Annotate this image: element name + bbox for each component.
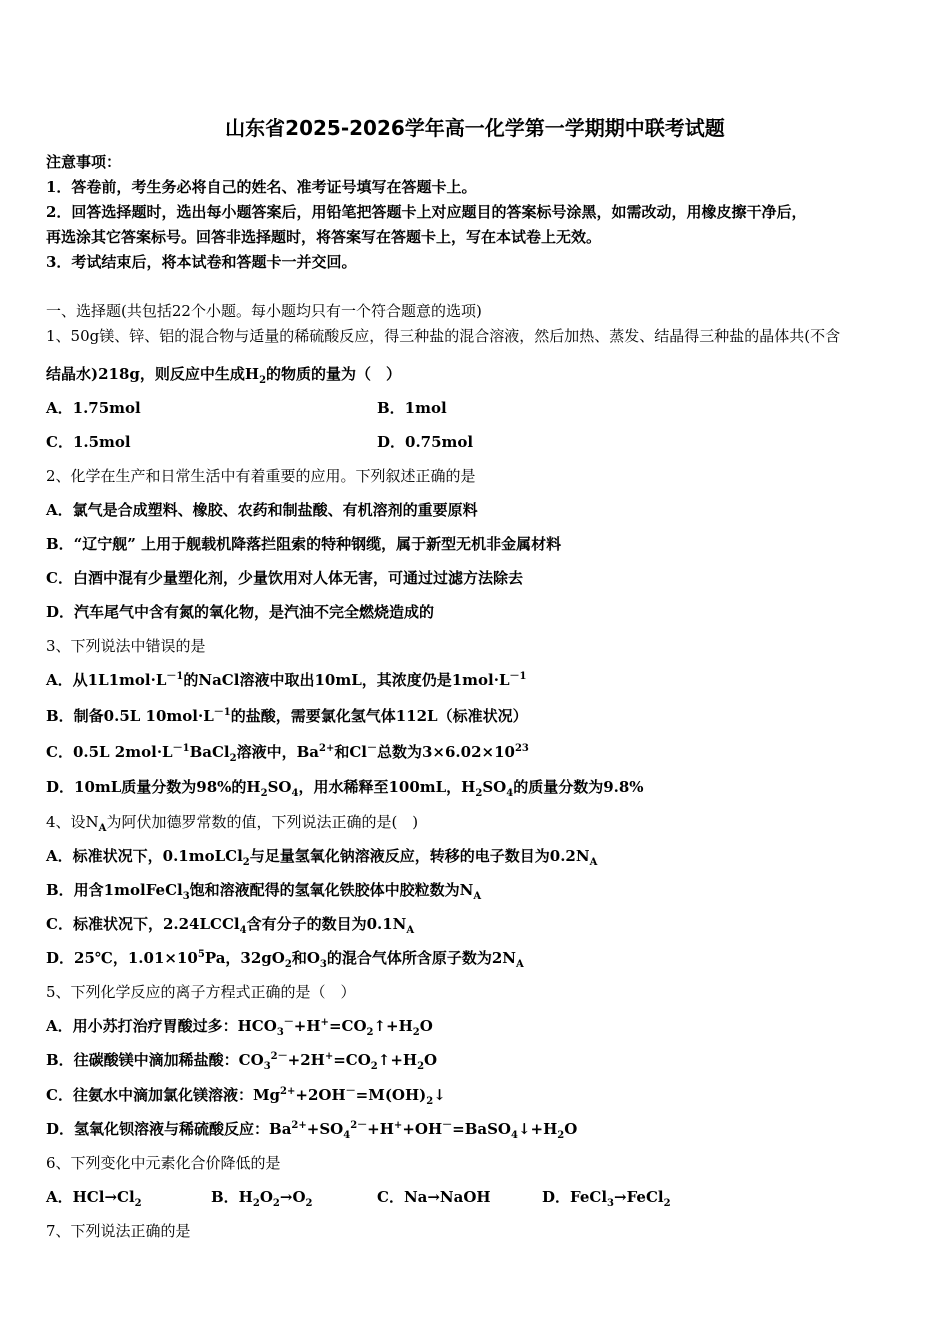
question-5-option-a: A．用小苏打治疗胃酸过多：$HCO_3^-+H^+=CO_2↑+H_2O$ bbox=[46, 1017, 433, 1038]
question-3-option-d: D．10mL质量分数为98%的$H_2SO_4$，用水稀释至100mL，$H_2SO_4$的质量分数为9.8% bbox=[46, 778, 644, 799]
question-4-option-a: A．标准状况下，0.1moLCl$_2$与足量氢氧化钠溶液反应，转移的电子数目为$0.2N_A$ bbox=[46, 847, 598, 868]
question-6-stem: 6、下列变化中元素化合价降低的是 bbox=[46, 1154, 281, 1172]
question-5-option-b: B．往碳酸镁中滴加稀盐酸：$CO_3^{2-}+2H^+=CO_2↑+H_2O$ bbox=[46, 1051, 438, 1072]
notice-item: 1．答卷前，考生务必将自己的姓名、准考证号填写在答题卡上。 bbox=[46, 178, 477, 196]
question-2-option-d: D．汽车尾气中含有氮的氧化物，是汽油不完全燃烧造成的 bbox=[46, 603, 435, 621]
question-1-option-a: A．1.75mol bbox=[46, 399, 141, 417]
question-6-option-c: C．Na→NaOH bbox=[377, 1188, 491, 1206]
question-2-option-c: C．白酒中混有少量塑化剂，少量饮用对人体无害，可通过过滤方法除去 bbox=[46, 569, 523, 587]
question-5-stem: 5、下列化学反应的离子方程式正确的是（ ） bbox=[46, 983, 356, 1001]
section-heading: 一、选择题(共包括22个小题。每小题均只有一个符合题意的选项) bbox=[46, 302, 482, 320]
question-5-option-c: C．往氨水中滴加氯化镁溶液：$Mg^{2+}+2OH^-=M(OH)_2↓$ bbox=[46, 1086, 446, 1107]
notice-item: 2．回答选择题时，选出每小题答案后，用铅笔把答题卡上对应题目的答案标号涂黑，如需改动，用橡皮擦干净后， bbox=[46, 203, 807, 221]
question-2-option-a: A．氯气是合成塑料、橡胶、农药和制盐酸、有机溶剂的重要原料 bbox=[46, 501, 478, 519]
question-6-option-b: B．$H_2O_2\to O_2$ bbox=[211, 1188, 313, 1209]
question-1-line2: 结晶水)218g，则反应中生成$H_2$的物质的量为（ ） bbox=[46, 365, 402, 386]
question-1-line1: 1、50g镁、锌、铝的混合物与适量的稀硫酸反应，得三种盐的混合溶液，然后加热、蒸发、结晶得三种盐的晶体共(不含 bbox=[46, 327, 841, 345]
question-3-option-a: A．从$1L1mol\cdot L^{-1}$的NaCl溶液中取出10mL，其浓度仍是$1mol\cdot L^{-1}$ bbox=[46, 671, 527, 689]
question-4-option-c: C．标准状况下，2.24LCCl$_4$含有分子的数目为$0.1N_A$ bbox=[46, 915, 415, 936]
question-4-option-b: B．用含1molFeCl$_3$饱和溶液配得的氢氧化铁胶体中胶粒数为$N_A$ bbox=[46, 881, 482, 902]
question-6-option-d: D．FeCl$_3$→FeCl$_2$ bbox=[542, 1188, 671, 1209]
question-3-stem: 3、下列说法中错误的是 bbox=[46, 637, 206, 655]
question-4-option-d: D．25℃，$1.01\times 10^5Pa$，$32gO_2$和$O_3$的混合气体所含原子数为$2N_A$ bbox=[46, 949, 524, 970]
notice-item: 3．考试结束后，将本试卷和答题卡一并交回。 bbox=[46, 253, 357, 271]
question-2-stem: 2、化学在生产和日常生活中有着重要的应用。下列叙述正确的是 bbox=[46, 467, 476, 485]
notice-heading: 注意事项： bbox=[46, 153, 122, 171]
question-3-option-c: C．0.5L $2mol\cdot L^{-1}BaCl_2$溶液中，$Ba^{2+}$和Cl－总数为$3\times 6.02\times 10^{23}$ bbox=[46, 743, 529, 764]
question-4-stem: 4、设$N_A$为阿伏加德罗常数的值，下列说法正确的是( ) bbox=[46, 813, 419, 834]
notice-item: 再选涂其它答案标号。回答非选择题时，将答案写在答题卡上，写在本试卷上无效。 bbox=[46, 228, 602, 246]
question-2-option-b: B．“辽宁舰” 上用于舰载机降落拦阻索的特种钢缆，属于新型无机非金属材料 bbox=[46, 535, 562, 553]
question-6-option-a: A．$HCl\to Cl_2$ bbox=[46, 1188, 142, 1209]
question-5-option-d: D．氢氧化钡溶液与稀硫酸反应：$Ba^{2+}+SO_4^{2-}+H^++OH^-=BaSO_4↓+H_2O$ bbox=[46, 1120, 578, 1141]
question-1-option-b: B．1mol bbox=[377, 399, 447, 417]
exam-title: 山东省2025-2026学年高一化学第一学期期中联考试题 bbox=[225, 116, 725, 140]
question-1-option-d: D．0.75mol bbox=[377, 433, 474, 451]
question-3-option-b: B．制备0.5L $10mol\cdot L^{-1}$的盐酸，需要氯化氢气体112L（标准状况） bbox=[46, 707, 528, 725]
question-7-stem: 7、下列说法正确的是 bbox=[46, 1222, 191, 1240]
question-1-option-c: C．1.5mol bbox=[46, 433, 131, 451]
